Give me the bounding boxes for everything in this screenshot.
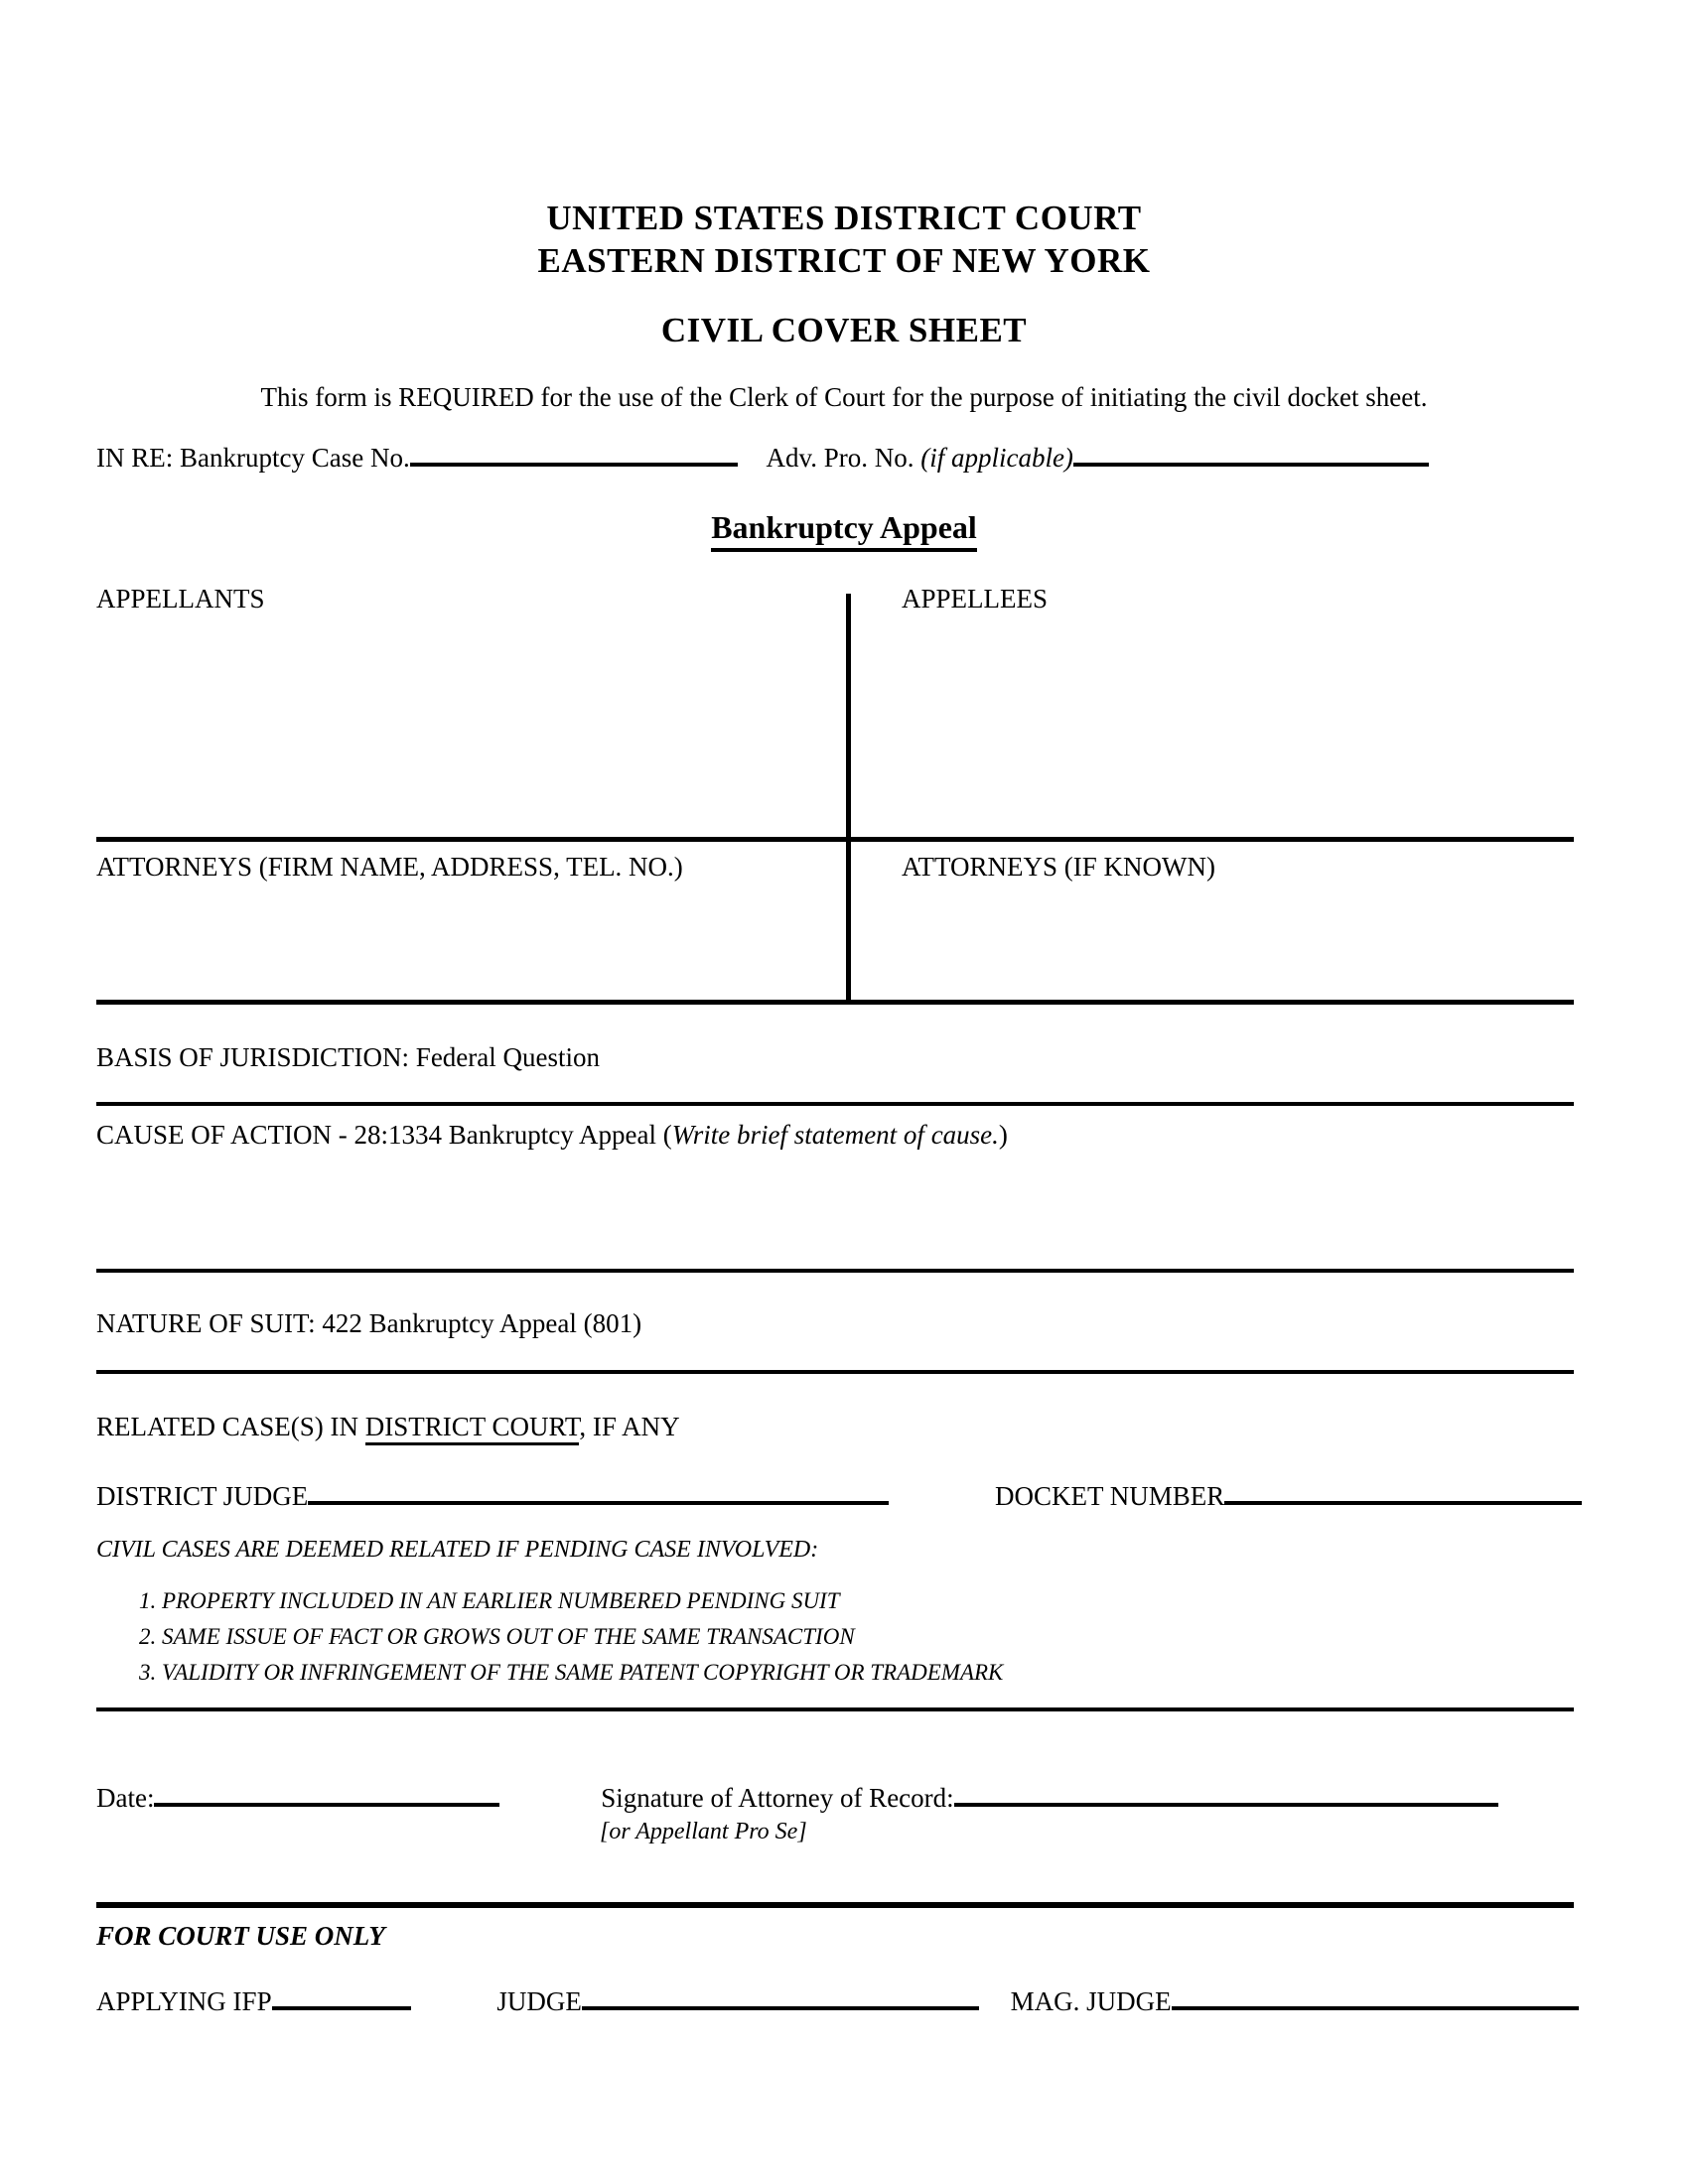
court-use-rule [96, 1902, 1574, 1908]
applying-ifp-label: APPLYING IFP [96, 1986, 272, 2016]
related-cases-item-2: 2. SAME ISSUE OF FACT OR GROWS OUT OF THE SAME TRANSACTION [139, 1624, 855, 1649]
related-cases-prefix: RELATED CASE(S) IN [96, 1412, 365, 1441]
related-cases-suffix: , IF ANY [579, 1412, 680, 1441]
nature-of-suit: NATURE OF SUIT: 422 Bankruptcy Appeal (801) [96, 1308, 642, 1338]
cause-of-action [96, 1120, 1008, 1151]
related-cases-district-court: DISTRICT COURT [365, 1412, 580, 1445]
date-label: Date: [96, 1783, 155, 1813]
adv-pro-no-field[interactable] [1073, 437, 1429, 467]
adv-pro-no-label: Adv. Pro. No. [766, 443, 921, 473]
adv-pro-no-note: (if applicable) [920, 443, 1073, 473]
bankruptcy-case-no-label: IN RE: Bankruptcy Case No. [96, 443, 410, 473]
judge-label: JUDGE [496, 1986, 582, 2016]
jurisdiction-rule [96, 1102, 1574, 1106]
case-number-row [96, 437, 1574, 474]
attorneys-known-field[interactable] [864, 888, 1574, 998]
cause-of-action-note: Write brief statement of cause. [671, 1120, 999, 1150]
appellees-label: APPELLEES [902, 584, 1049, 614]
docket-number-label: DOCKET NUMBER [995, 1481, 1225, 1511]
related-cases-heading [96, 1412, 680, 1442]
related-rule [96, 1707, 1574, 1711]
related-cases-item-3: 3. VALIDITY OR INFRINGEMENT OF THE SAME PATENT COPYRIGHT OR TRADEMARK [139, 1660, 1004, 1685]
applying-ifp-field[interactable] [272, 1980, 411, 2010]
court-name-line1: UNITED STATES DISTRICT COURT [546, 199, 1142, 237]
pro-se-note: [or Appellant Pro Se] [600, 1819, 807, 1844]
parties-bottom-rule [96, 1000, 1574, 1005]
docket-number-field[interactable] [1224, 1475, 1582, 1505]
nature-rule [96, 1370, 1574, 1374]
appellants-field[interactable] [96, 620, 831, 829]
appeal-heading-row [0, 509, 1688, 552]
district-judge-label: DISTRICT JUDGE [96, 1481, 309, 1511]
judge-docket-row [96, 1475, 1574, 1512]
attorneys-firm-label: ATTORNEYS (FIRM NAME, ADDRESS, TEL. NO.) [96, 852, 683, 882]
cause-rule [96, 1269, 1574, 1273]
form-title: CIVIL COVER SHEET [660, 311, 1028, 349]
mag-judge-field[interactable] [1172, 1980, 1579, 2010]
bankruptcy-case-no-field[interactable] [410, 437, 738, 467]
district-judge-field[interactable] [308, 1475, 889, 1505]
mag-judge-label: MAG. JUDGE [1010, 1986, 1172, 2016]
court-use-row [96, 1980, 1574, 2017]
basis-of-jurisdiction: BASIS OF JURISDICTION: Federal Question [96, 1042, 601, 1072]
appellants-label: APPELLANTS [96, 584, 265, 614]
cause-of-action-label: CAUSE OF ACTION - 28:1334 Bankruptcy Appeal ( [96, 1120, 672, 1150]
signature-label: Signature of Attorney of Record: [601, 1783, 954, 1813]
judge-field[interactable] [582, 1980, 979, 2010]
form-instruction: This form is REQUIRED for the use of the Clerk of Court for the purpose of initiating the civil docket sheet. [260, 382, 1428, 412]
cause-of-action-close: ) [998, 1120, 1008, 1150]
court-name-line2: EASTERN DISTRICT OF NEW YORK [537, 241, 1151, 280]
related-cases-note: CIVIL CASES ARE DEEMED RELATED IF PENDING CASE INVOLVED: [96, 1537, 819, 1563]
appellees-field[interactable] [864, 620, 1574, 829]
signature-field[interactable] [954, 1777, 1498, 1807]
attorneys-firm-field[interactable] [96, 888, 831, 998]
related-cases-item-1: 1. PROPERTY INCLUDED IN AN EARLIER NUMBERED PENDING SUIT [139, 1588, 840, 1613]
attorneys-known-label: ATTORNEYS (IF KNOWN) [902, 852, 1215, 882]
date-signature-row [96, 1777, 1574, 1814]
court-use-heading: FOR COURT USE ONLY [96, 1921, 385, 1951]
parties-divider-rule [846, 594, 851, 1005]
date-field[interactable] [154, 1777, 499, 1807]
appeal-heading: Bankruptcy Appeal [711, 509, 977, 552]
attorneys-top-rule [96, 837, 1574, 842]
